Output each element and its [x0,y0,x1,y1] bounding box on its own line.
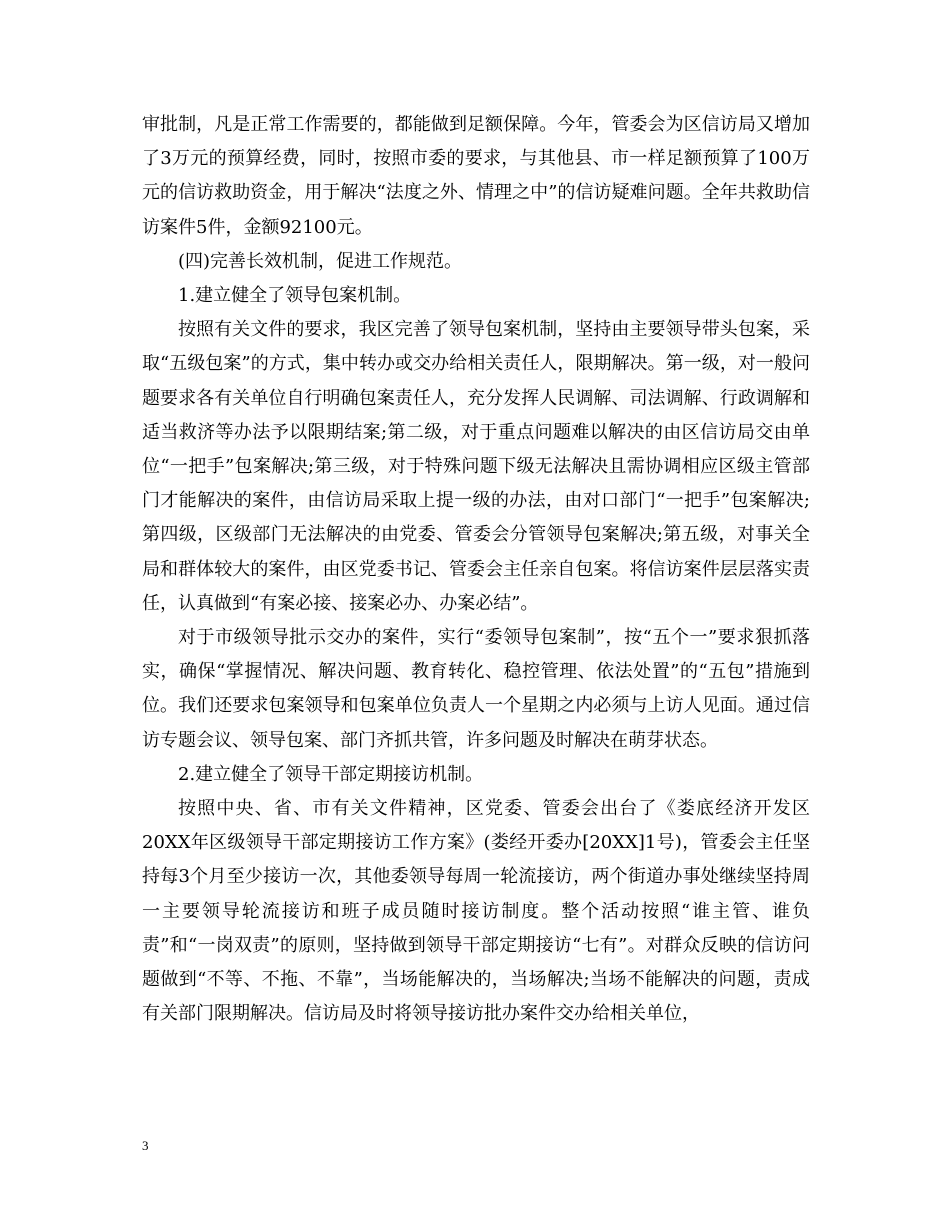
paragraph-five-level-case: 按照有关文件的要求，我区完善了领导包案机制，坚持由主要领导带头包案，采取“五级包案”的方式，集中转办或交办给相关责任人，限期解决。第一级，对一般问题要求各有关单位自行明确包案责任人，充分发挥人民调解、司法调解、行政调解和适当救济等办法予以限期结案;第二级，对于重点问题难以解决的由区信访局交由单位“一把手”包案解决;第三级，对于特殊问题下级无法解决且需协调相应区级主管部门才能解决的案件，由信访局采取上提一级的办法，由对口部门“一把手”包案解决;第四级，区级部门无法解决的由党委、管委会分管领导包案解决;第五级，对事关全局和群体较大的案件，由区党委书记、管委会主任亲自包案。将信访案件层层落实责任，认真做到“有案必接、接案必办、办案必结”。 [142,319,810,614]
subheading-leader-case: 1.建立健全了领导包案机制。 [178,285,412,307]
paragraph-visit-plan: 按照中央、省、市有关文件精神，区党委、管委会出台了《娄底经济开发区20XX年区级领导干部定期接访工作方案》(娄经开委办[20XX]1号)，管委会主任坚持每3个月至少接访一次，其他委领导每周一轮流接访，两个街道办事处继续坚持周一主要领导轮流接访和班子成员随时接访制度。整个活动按照“谁主管、谁负责”和“一岗双责”的原则，坚持做到领导干部定期接访“七有”。对群众反映的信访问题做到“不等、不拖、不靠”，当场能解决的，当场解决;当场不能解决的问题，责成有关部门限期解决。信访局及时将领导接访批办案件交办给相关单位， [142,798,810,1025]
paragraph-funding: 审批制，凡是正常工作需要的，都能做到足额保障。今年，管委会为区信访局又增加了3万元的预算经费，同时，按照市委的要求，与其他县、市一样足额预算了100万元的信访救助资金，用于解决“法度之外、情理之中”的信访疑难问题。全年共救助信访案件5件，金额92100元。 [142,114,810,238]
paragraph-city-leader-cases: 对于市级领导批示交办的案件，实行“委领导包案制”，按“五个一”要求狠抓落实，确保“掌握情况、解决问题、教育转化、稳控管理、依法处置”的“五包”措施到位。我们还要求包案领导和包案单位负责人一个星期之内必须与上访人见面。通过信访专题会议、领导包案、部门齐抓共管，许多问题及时解决在萌芽状态。 [142,627,810,751]
subheading-regular-visits: 2.建立健全了领导干部定期接访机制。 [178,763,484,785]
page-number: 3 [142,1138,149,1153]
document-body [142,108,810,1031]
section-heading-mechanism: (四)完善长效机制，促进工作规范。 [178,250,463,272]
